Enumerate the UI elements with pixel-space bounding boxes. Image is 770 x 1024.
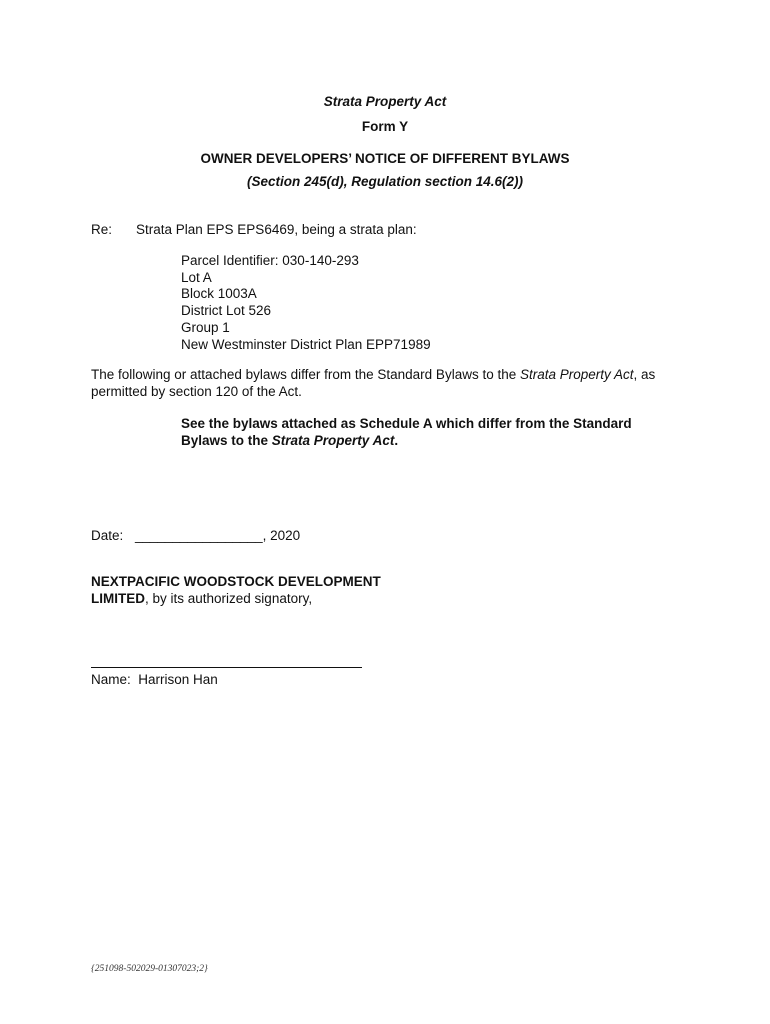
parcel-district-plan: New Westminster District Plan EPP71989 bbox=[181, 336, 431, 352]
schedule-act-name-italic: Strata Property Act bbox=[271, 432, 395, 448]
document-id-footer: {251098-502029-01307023;2} bbox=[91, 964, 208, 974]
date-label: Date: bbox=[91, 528, 124, 543]
schedule-note bbox=[181, 416, 632, 449]
date-line bbox=[135, 528, 300, 543]
bylaws-paragraph bbox=[91, 367, 655, 400]
parcel-group: Group 1 bbox=[181, 319, 230, 335]
parcel-details bbox=[181, 253, 431, 353]
re-label: Re: bbox=[91, 222, 113, 237]
date-blank: _________________ bbox=[135, 528, 263, 543]
name-value: Harrison Han bbox=[138, 672, 218, 687]
notice-title: OWNER DEVELOPERS’ NOTICE OF DIFFERENT BYLAWS bbox=[200, 151, 570, 166]
parcel-identifier: Parcel Identifier: 030-140-293 bbox=[181, 253, 359, 268]
form-title: Form Y bbox=[361, 119, 409, 134]
schedule-note-line-2 bbox=[181, 433, 632, 450]
schedule-note-line-2-suffix: . bbox=[394, 432, 399, 448]
paragraph-line-1-suffix: , as bbox=[633, 367, 656, 382]
signatory-block bbox=[91, 574, 381, 607]
paragraph-line-1-text: The following or attached bylaws differ from the Standard Bylaws to the bbox=[91, 367, 520, 382]
name-label: Name: bbox=[91, 672, 131, 687]
parcel-district-lot: District Lot 526 bbox=[181, 303, 272, 319]
parcel-block: Block 1003A bbox=[181, 286, 257, 302]
company-name-limited: LIMITED bbox=[91, 590, 145, 606]
paragraph-line-1 bbox=[91, 367, 655, 384]
company-name-line-1: NEXTPACIFIC WOODSTOCK DEVELOPMENT bbox=[91, 574, 381, 589]
company-name-line-2 bbox=[91, 591, 381, 608]
authorized-signatory-text: , by its authorized signatory, bbox=[145, 590, 313, 606]
schedule-note-line-2-text: Bylaws to the bbox=[181, 432, 272, 448]
act-name-italic: Strata Property Act bbox=[519, 367, 634, 382]
re-text: Strata Plan EPS EPS6469, being a strata plan: bbox=[136, 222, 417, 237]
section-reference: (Section 245(d), Regulation section 14.6(2)) bbox=[246, 174, 524, 189]
parcel-lot: Lot A bbox=[181, 269, 212, 285]
date-year: , 2020 bbox=[262, 528, 301, 543]
schedule-note-line-1: See the bylaws attached as Schedule A which differ from the Standard bbox=[181, 416, 632, 431]
act-title: Strata Property Act bbox=[323, 94, 447, 109]
signature-line bbox=[91, 667, 362, 668]
paragraph-line-2: permitted by section 120 of the Act. bbox=[91, 383, 302, 399]
name-row bbox=[91, 672, 218, 687]
